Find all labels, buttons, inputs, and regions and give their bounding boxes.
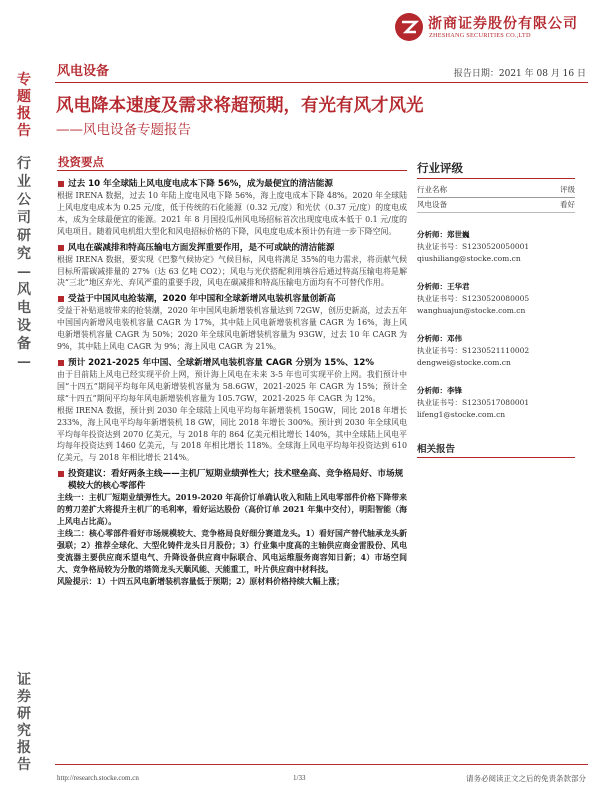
related-divider <box>417 457 575 458</box>
analyst-email[interactable]: qiushiliang@stocke.com.cn <box>417 254 521 263</box>
related-reports-title: 相关报告 <box>417 444 456 455</box>
company-logo <box>394 10 594 48</box>
rating-header-grade: 评级 <box>560 185 575 194</box>
analyst-cert: 执业证书号：S1230521110002 <box>417 346 530 355</box>
point-heading-4: 预计 2021-2025 年中国、全球新增风电装机容量 CAGR 分别为 15%、12% <box>57 357 407 369</box>
risk-warning: 风险提示：1）十四五风电新增装机容量低于预期；2）原材料价格持续大幅上涨； <box>57 576 345 586</box>
rating-grade: 看好 <box>560 200 575 209</box>
point-body-1: 根据 IRENA 数据，过去 10 年陆上度电风电下降 56%，海上度电成本下降 48%。2020 年全球陆上风电度电成本为 0.25 元/度，低于传统的石化能源（0.32 元/度）和光伏（0.37 元/度）的度电成本，成为全球最便宜的能源。2021 年 8 月国投瓜州风电场招标首次出现度电成本低于 0.1 元/度的风电项目。随着风电机组大型化和风电招标价格的下降，风电度电成本预计仍有进一步下降空间。 <box>57 191 407 236</box>
point-heading-3: 受益于中国风电抢装潮，2020 年中国和全球新增风电装机容量创新高 <box>57 293 407 305</box>
analyst-name: 分析师：邓伟 <box>417 334 462 343</box>
footer-divider <box>55 764 588 765</box>
page-number: 1/33 <box>293 774 306 782</box>
company-name-cn: 浙商证券股份有限公司 <box>428 16 578 32</box>
side-label-industry: 行业公司研究—风电设备— <box>17 156 31 370</box>
point-line-main2: 主线二：核心零部件看好市场规模较大、竞争格局良好细分赛道龙头。1）看好国产替代轴承龙头新强联；2）推荐全球化、大型化铸件龙头日月股份；3）行业集中度高的主轴供应商金雷股份、风电变流器主要供应商禾望电气、升降设备供应商中际联合、风电运维服务商容知日新；4）市场空间大、竞争格局较为分散的塔筒龙头天顺风能、天能重工，叶片供应商中材科技。 <box>57 528 407 574</box>
analyst-cert: 执业证书号：S1230517080001 <box>417 398 530 407</box>
company-logo-icon <box>394 12 424 42</box>
rating-header-row <box>417 183 575 198</box>
point-heading-1: 过去 10 年全球陆上风电度电成本下降 56%，成为最便宜的清洁能源 <box>57 178 407 190</box>
rating-industry: 风电设备 <box>417 200 447 209</box>
analyst-4 <box>417 385 575 421</box>
side-label-research: 证券研究报告 <box>17 672 31 773</box>
point-line-main1: 主线一：主机厂短期业绩弹性大。2019-2020 年高价订单确认收入和陆上风电零部件价格下降带来的剪刀差扩大将提升主机厂的毛利率，看好运达股份（高价订单 2021 年集中交付），明阳智能（海上风电占比高）。 <box>57 493 407 527</box>
header-divider <box>55 82 588 83</box>
company-name-en: ZHESHANG SECURITIES CO.,LTD <box>429 32 531 39</box>
report-subtitle: ——风电设备专题报告 <box>56 122 191 138</box>
analyst-2 <box>417 281 575 317</box>
analyst-1 <box>417 229 575 265</box>
footer-disclaimer: 请务必阅读正文之后的免责条款部分 <box>466 774 586 783</box>
footer-url[interactable]: http://research.stocke.com.cn <box>57 774 139 782</box>
analyst-email[interactable]: dengwei@stocke.com.cn <box>417 358 511 367</box>
point-body-2: 根据 IRENA 数据，要实现《巴黎气候协定》气候目标，风电将满足 35%的电力需求，将贡献气候目标所需碳减排量的 27%（达 63 亿吨 CO2）；风电与光伏搭配利用填谷后通过特高压输电将是解决“三北”地区弃光、弃风严重的重要手段，风电在碳减排和特高压输电方面均有不可替代作用。 <box>57 254 407 288</box>
investment-points <box>57 174 407 587</box>
analyst-3 <box>417 333 575 369</box>
point-body-4: 由于目前陆上风电已经实现平价上网，预计海上风电在未来 3-5 年也可实现平价上网。我们预计中国“十四五”期间平均每年风电新增装机容量为 58.6GW，2021-2025 年 CAGR 为 15%；预计全球“十四五”期间平均每年风电新增装机容量为 105.7GW，2021-2025 年 CAGR 为 12%。 <box>57 369 407 403</box>
section-title-points: 投资要点 <box>58 155 104 169</box>
analyst-name: 分析师：王华君 <box>417 282 470 291</box>
rating-header-industry: 行业名称 <box>417 185 447 194</box>
analyst-name: 分析师：郑世巍 <box>417 230 470 239</box>
category-label: 风电设备 <box>57 64 110 79</box>
sidebar-panel <box>417 160 575 462</box>
point-heading-2: 风电在碳减排和特高压输电方面发挥重要作用，是不可或缺的清洁能源 <box>57 242 407 254</box>
rating-title: 行业评级 <box>417 161 463 175</box>
analyst-name: 分析师：李锋 <box>417 386 462 395</box>
point-body-3: 受益于补贴退坡带来的抢装潮，2020 年中国风电新增装机容量达到 72GW，创历史新高，过去五年中国国内新增风电装机容量 CAGR 为 17%，其中陆上风电新增装机容量 CAGR 为 16%，海上风电新增装机容量 CAGR 为 50%；2020 年全球风电新增装机容量为 93GW，过去 10 年 CAGR 为 9%，其中陆上风电 CAGR 为 9%；海上风电 CAGR 为 21%。 <box>57 306 407 352</box>
rating-divider <box>417 178 575 179</box>
analyst-cert: 执业证书号：S1230520050001 <box>417 242 530 251</box>
analyst-email[interactable]: wanghuajun@stocke.com.cn <box>417 306 526 315</box>
analyst-cert: 执业证书号：S1230520080005 <box>417 294 530 303</box>
side-label-report-type: 专题报告 <box>17 72 31 139</box>
report-title: 风电降本速度及需求将超预期，有光有风才风光 <box>56 96 424 116</box>
analyst-email[interactable]: lifeng1@stocke.com.cn <box>417 410 506 419</box>
report-date: 报告日期：2021 年 08 月 16 日 <box>453 69 586 79</box>
section-divider <box>57 170 407 171</box>
point-body-4b: 根据 IRENA 数据，预计到 2030 年全球陆上风电平均每年新增装机 150GW，同比 2018 年增长 233%，海上风电平均每年新增装机 18 GW，同比 2018 年增长 300%。预计到 2030 年全球风电平均每年投资达到 2070 亿美元，与 2018 年的 864 亿美元相比增长 140%，其中全球陆上风电平均每年投资达到 1460 亿美元，与 2018 年相比增长 118%。全球海上风电平均每年投资达到 610 亿美元，与 2018 年相比增长 214%。 <box>57 405 407 463</box>
rating-row <box>417 198 575 213</box>
point-heading-5: 投资建议：看好两条主线——主机厂短期业绩弹性大；技术壁垒高、竞争格局好、市场规模较大的核心零部件 <box>57 468 407 492</box>
